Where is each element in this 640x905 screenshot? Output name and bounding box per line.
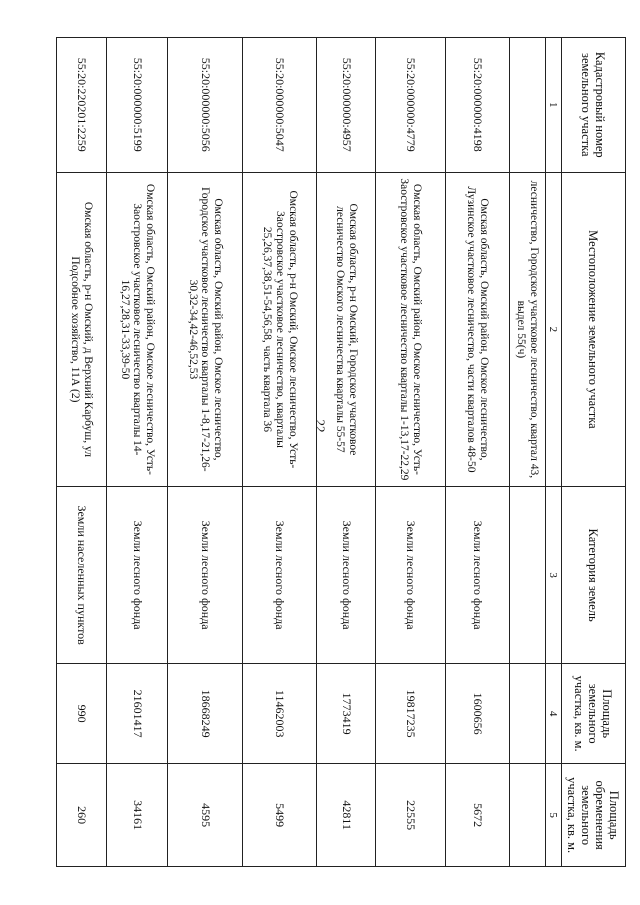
cell-area: 19817235 — [376, 664, 445, 764]
cell-cadastral: 55:20:000000:4198 — [445, 38, 509, 173]
cell-category — [509, 487, 545, 664]
table-container — [56, 37, 626, 867]
column-number: 5 — [545, 764, 561, 867]
header-cadastral: Кадастровый номер земельного участка — [562, 38, 626, 173]
cell-category: Земли лесного фонда — [168, 487, 242, 664]
cell-cadastral: 55:20:000000:5056 — [168, 38, 242, 173]
table-row — [106, 38, 168, 867]
cell-cadastral: 55:20:220201:2259 — [57, 38, 107, 173]
header-row — [562, 38, 626, 867]
table-row — [376, 38, 445, 867]
cell-encumbrance: 5499 — [242, 764, 316, 867]
cell-category: Земли лесного фонда — [106, 487, 168, 664]
column-number: 2 — [545, 172, 561, 487]
page-number: 22 — [313, 419, 328, 433]
cell-encumbrance — [509, 764, 545, 867]
cell-encumbrance: 4595 — [168, 764, 242, 867]
cell-area — [509, 664, 545, 764]
column-number: 1 — [545, 38, 561, 173]
table-row — [242, 38, 316, 867]
cell-encumbrance: 22555 — [376, 764, 445, 867]
cell-area: 21601417 — [106, 664, 168, 764]
cell-area: 1773419 — [316, 664, 375, 764]
cell-category: Земли лесного фонда — [376, 487, 445, 664]
cell-area: 11462003 — [242, 664, 316, 764]
table-row-continuation — [509, 38, 545, 867]
header-location: Местоположение земельного участка — [562, 172, 626, 487]
cell-category: Земли населенных пунктов — [57, 487, 107, 664]
column-number-row — [545, 38, 561, 867]
cell-location: Омская область, р-н Омский, д Верхний Карбуш, ул Подсобное хозяйство, 11А (2) — [57, 172, 107, 487]
table-row — [316, 38, 375, 867]
cell-category: Земли лесного фонда — [316, 487, 375, 664]
cell-location: Омская область, Омский район, Омское лесничество, Усть-Заостровское участковое лесничество кварталы 14-16,27,28,31-33,39-50 — [106, 172, 168, 487]
cell-location: Омская область, Омский район, Омское лесничество, Городское участковое лесничество кварталы 1-8,17-21,26-30,32-34,42-46,52,53 — [168, 172, 242, 487]
cell-category: Земли лесного фонда — [242, 487, 316, 664]
header-area: Площадь земельного участка, кв. м. — [562, 664, 626, 764]
cell-cadastral: 55:20:000000:5199 — [106, 38, 168, 173]
cell-cadastral: 55:20:000000:5047 — [242, 38, 316, 173]
cell-encumbrance: 5672 — [445, 764, 509, 867]
cell-location: Омская область, Омский район, Омское лесничество, Усть-Заостровское участковое лесничество кварталы 1-13,17-22,29 — [376, 172, 445, 487]
cell-cadastral: 55:20:000000:4957 — [316, 38, 375, 173]
cell-location: Омская область, р-н Омский, Омское лесничество, Усть-Заостровское участковое лесничество, кварталы 25,26,37,38,51-54,56,58, часть квартала 36 — [242, 172, 316, 487]
cell-category: Земли лесного фонда — [445, 487, 509, 664]
cell-area: 990 — [57, 664, 107, 764]
column-number: 3 — [545, 487, 561, 664]
cell-cadastral: 55:20:000000:4779 — [376, 38, 445, 173]
cell-cadastral — [509, 38, 545, 173]
table-row — [57, 38, 107, 867]
cell-area: 18668249 — [168, 664, 242, 764]
column-number: 4 — [545, 664, 561, 764]
cell-encumbrance: 260 — [57, 764, 107, 867]
table-row — [168, 38, 242, 867]
header-category: Категория земель — [562, 487, 626, 664]
cell-location: лесничество, Городское участковое лесничество, квартал 43, выдел 55(ч) — [509, 172, 545, 487]
table-row — [445, 38, 509, 867]
cell-location: Омская область, р-н Омский, Городское участковое лесничество Омского лесничества кварталы 55-57 — [316, 172, 375, 487]
cell-encumbrance: 42811 — [316, 764, 375, 867]
cell-location: Омская область, Омский район, Омское лесничество, Лузинское участковое лесничество, части кварталов 48-50 — [445, 172, 509, 487]
cell-area: 1600656 — [445, 664, 509, 764]
parcels-table — [56, 37, 626, 867]
header-encumbrance: Площадь обременения земельного участка, кв. м. — [562, 764, 626, 867]
cell-encumbrance: 34161 — [106, 764, 168, 867]
